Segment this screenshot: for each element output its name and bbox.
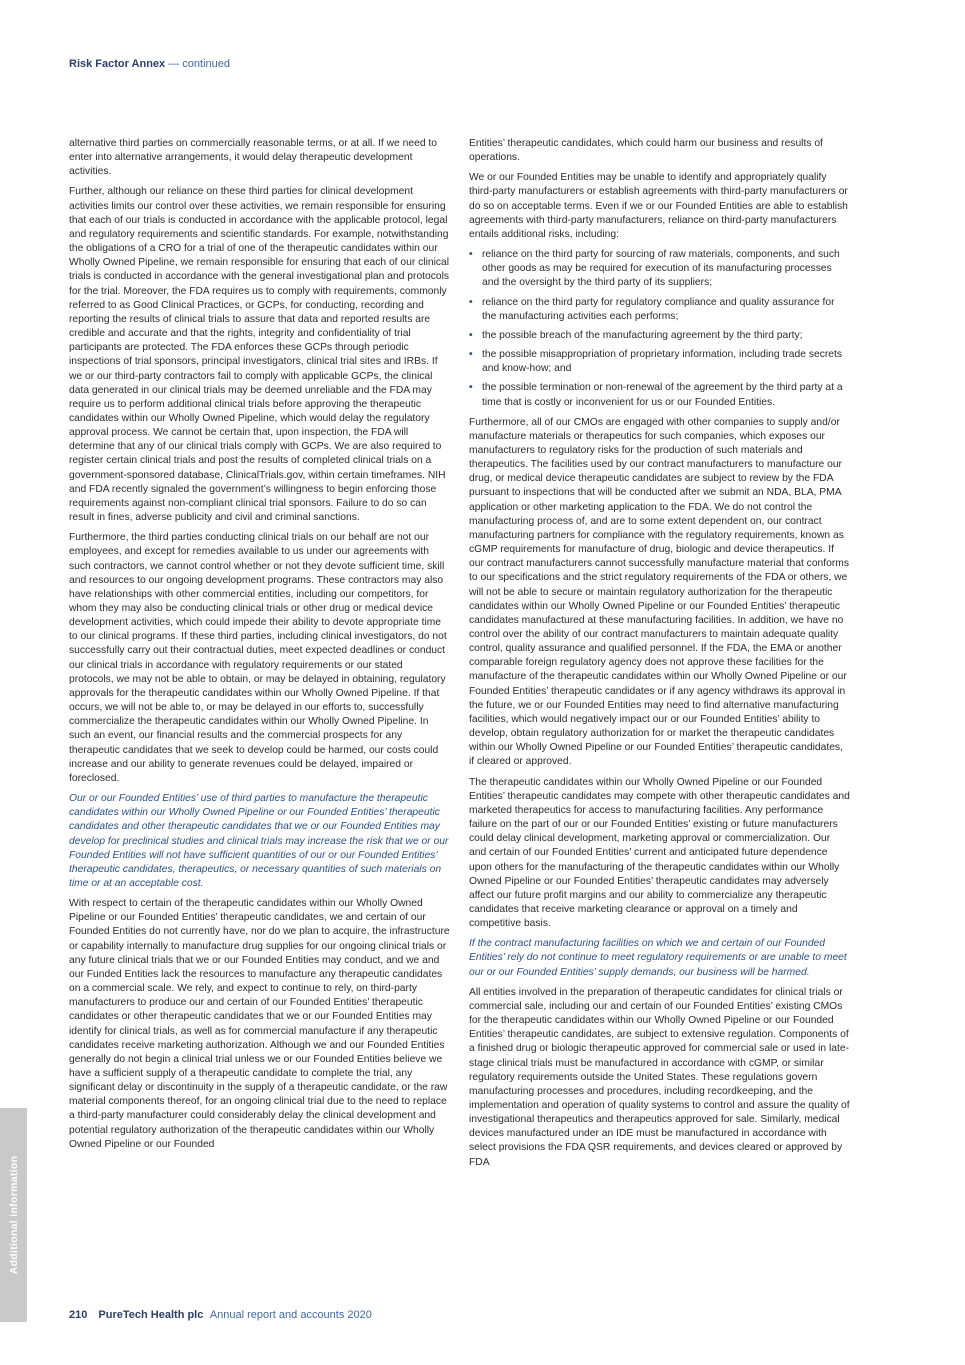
paragraph: We or our Founded Entities may be unable to identify and appropriately qualify third-party manufacturers or establish agreements with third-party manufacturers or do so on acceptable terms. Even if we or our Founded Entities are able to establish agreements with third-party manufacturers, reliance on third-party manufacturers entails additional risks, including: bbox=[469, 172, 848, 240]
paragraph: Further, although our reliance on these third parties for clinical development activities limits our control over these activities, we remain responsible for ensuring that each of our trials is conducted in accordance with the applicable protocol, legal and regulatory requirements and scientific standards. For example, notwithstanding the obligations of a CRO for a trial of one of the therapeutic candidates within our Wholly Owned Pipeline, we remain responsible for ensuring that each of our clinical trials is conducted in accordance with the general investigational plan and protocols for the trial. Moreover, the FDA requires us to comply with requirements, commonly referred to as Good Clinical Practices, or GCPs, for conducting, recording and reporting the results of clinical trials to assure that data and reported results are credible and accurate and that the rights, integrity and confidentiality of trial participants are protected. The FDA enforces these GCPs through periodic inspections of trial sponsors, principal investigators, clinical trial sites and IRBs. If we or our third-party contractors fail to comply with applicable GCPs, the clinical data generated in our clinical trials may be deemed unreliable and the FDA may require us to perform additional clinical trials before approving the therapeutic candidates within our Wholly Owned Pipeline, which would delay the regulatory approval process. We cannot be certain that, upon inspection, the FDA will determine that any of our clinical trials comply with GCPs. We are also required to register certain clinical trials and post the results of completed clinical trials on a government-sponsored database, ClinicalTrials.gov, within certain timeframes. NIH and FDA recently signaled the government’s willingness to begin enforcing those requirements against non-compliant clinical trial sponsors. Failure to do so can result in fines, adverse publicity and civil and criminal sanctions. bbox=[69, 186, 450, 524]
paragraph: alternative third parties on commercially reasonable terms, or at all. If we need to enter into alternative arrangements, it would delay therapeutic development activities. bbox=[69, 138, 437, 178]
bullet-icon: • bbox=[469, 329, 473, 341]
list-item bbox=[469, 296, 850, 324]
page-footer bbox=[69, 1309, 372, 1321]
list-item-text: reliance on the third party for regulatory compliance and quality assurance for the manufacturing activities each performs; bbox=[482, 296, 835, 322]
paragraph: Furthermore, all of our CMOs are engaged with other companies to supply and/or manufacture materials or therapeutics for such companies, which exposes our manufacturers to regulatory risks for the production of such materials and therapeutics. The facilities used by our contract manufacturers to manufacture our drug, or medical device therapeutic candidates are subject to review by the FDA pursuant to inspections that will be conducted after we submit an NDA, BLA, PMA application or other marketing application to the FDA. We do not control the manufacturing process of, and are to some extent dependent on, our contract manufacturing partners for compliance with the regulatory requirements, known as cGMP requirements for manufacture of drug, biologic and device therapeutics. If our contract manufacturers cannot successfully manufacture material that conforms to our specifications and the strict regulatory requirements of the FDA or others, we will not be able to secure or maintain regulatory authorization for the therapeutic candidates within our Wholly Owned Pipeline or our Founded Entities’ therapeutic candidates manufactured at these manufacturing facilities. In addition, we have no control over the ability of our contract manufacturers to maintain adequate quality control, quality assurance and qualified personnel. If the FDA, the EMA or another comparable foreign regulatory agency does not approve these facilities for the manufacture of the therapeutic candidates within our Wholly Owned Pipeline or our Founded Entities’ therapeutic candidates or if any agency withdraws its approval in the future, we or our Founded Entities may need to find alternative manufacturing facilities, which would negatively impact our or our Founded Entities’ ability to develop, obtain regulatory authorization for or market the therapeutic candidates within our Wholly Owned Pipeline or our Founded Entities’ therapeutic candidates, if cleared or approved. bbox=[469, 416, 850, 768]
risk-heading: Our or our Founded Entities’ use of third parties to manufacture the therapeutic candidates within our Wholly Owned Pipeline or our Founded Entities’ therapeutic candidates and other therapeutic candidates that we or our Founded Entities may develop for preclinical studies and clinical trials may increase the risk that we or our Founded Entities will not have sufficient quantities of our or our Founded Entities’ therapeutic candidates, therapeutics, or necessary quantities of such materials on time or at an acceptable cost. bbox=[69, 793, 449, 889]
list-item-text: the possible misappropriation of proprietary information, including trade secrets and know-how; and bbox=[482, 349, 843, 375]
bullet-icon: • bbox=[469, 249, 473, 261]
bullet-icon: • bbox=[469, 382, 473, 394]
section-continued: — continued bbox=[168, 58, 231, 70]
bullet-icon: • bbox=[469, 296, 473, 308]
running-header bbox=[69, 58, 230, 70]
list-item-text: the possible breach of the manufacturing agreement by the third party; bbox=[482, 329, 803, 341]
risk-bullet-list bbox=[469, 248, 850, 410]
paragraph: All entities involved in the preparation of therapeutic candidates for clinical trials or commercial sale, including our and certain of our Founded Entities’ existing CMOs for the therapeutic candidates within our Wholly Owned Pipeline or our Founded Entities’ therapeutic candidates, are subject to extensive regulation. Components of a finished drug or biologic therapeutic approved for commercial sale or used in late-stage clinical trials must be manufactured in accordance with cGMP, or similar regulatory requirements outside the United States. These regulations govern manufacturing processes and procedures, including recordkeeping, and the implementation and operation of quality systems to control and assure the quality of investigational therapeutics and therapeutics approved for sale. Similarly, medical devices manufactured under an IDE must be manufactured in accordance with select provisions the FDA QSR requirements, and devices cleared or approved by FDA bbox=[469, 986, 850, 1168]
list-item bbox=[469, 329, 850, 343]
right-column bbox=[469, 137, 850, 1176]
risk-heading: If the contract manufacturing facilities on which we and certain of our Founded Entities’ rely do not continue to meet regulatory requirements or are unable to meet our or our Founded Entities’ supply demands, our business will be harmed. bbox=[469, 938, 847, 978]
list-item-text: reliance on the third party for sourcing of raw materials, components, and such other goods as may be required for execution of its manufacturing processes and the oversight by the third party of its suppliers; bbox=[482, 249, 840, 289]
paragraph: Furthermore, the third parties conducting clinical trials on our behalf are not our employees, and except for remedies available to us under our agreements with such contractors, we cannot control whether or not they devote sufficient time, skill and resources to our ongoing development programs. These contractors may also have relationships with other commercial entities, including our competitors, for whom they may also be conducting clinical trials or other drug or medical device development activities, which could impede their ability to devote appropriate time to our clinical programs. If these third parties, including clinical investigators, do not successfully carry out their contractual duties, meet expected deadlines or conduct our clinical trials in accordance with regulatory requirements or our stated protocols, we may not be able to obtain, or may be delayed in obtaining, regulatory approvals for the therapeutic candidates within our Wholly Owned Pipeline. If that occurs, we will not be able to, or may be delayed in our efforts to, successfully commercialize the therapeutic candidates within our Wholly Owned Pipeline. In such an event, our financial results and the commercial prospects for any therapeutic candidates that we seek to develop could be harmed, our costs could increase and our ability to generate revenues could be delayed, impaired or foreclosed. bbox=[69, 532, 447, 784]
paragraph: Entities’ therapeutic candidates, which could harm our business and results of operations. bbox=[469, 138, 823, 164]
list-item bbox=[469, 348, 850, 376]
page-number: 210 bbox=[69, 1309, 88, 1321]
section-title: Risk Factor Annex bbox=[69, 58, 166, 70]
bullet-icon: • bbox=[469, 349, 473, 361]
left-column bbox=[69, 137, 450, 1158]
section-side-tab[interactable] bbox=[0, 1108, 27, 1322]
company-name: PureTech Health plc bbox=[98, 1309, 204, 1321]
list-item bbox=[469, 381, 850, 409]
side-tab-label: Additional information bbox=[7, 1155, 20, 1275]
list-item-text: the possible termination or non-renewal of the agreement by the third party at a time that is costly or inconvenient for us or our Founded Entities. bbox=[482, 382, 843, 408]
report-title: Annual report and accounts 2020 bbox=[209, 1309, 372, 1321]
paragraph: With respect to certain of the therapeutic candidates within our Wholly Owned Pipeline or our Founded Entities’ therapeutic candidates, we and certain of our Founded Entities do not currently have, nor do we plan to acquire, the infrastructure or capability internally to manufacture drug supplies for our ongoing clinical trials or any future clinical trials that we or our Founded Entities may conduct, and we and our Funded Entities lack the resources to manufacture any therapeutic candidates on a commercial scale. We rely, and expect to continue to rely, on third-party manufacturers to produce our and certain of our Founded Entities’ therapeutic candidates or other therapeutic candidates that we or our Founded Entities may identify for clinical trials, as well as for commercial manufacture if any therapeutic candidates receive marketing authorization. Although we and our Founded Entities generally do not begin a clinical trial unless we or our Founded Entities believe we have a sufficient supply of a therapeutic candidate to complete the trial, any significant delay or discontinuity in the supply of a therapeutic candidate, or the raw material components thereof, for an ongoing clinical trial due to the need to replace a third-party manufacturer could considerably delay the clinical development and potential regulatory authorization of the therapeutic candidates within our Wholly Owned Pipeline or our Founded bbox=[69, 898, 450, 1150]
paragraph: The therapeutic candidates within our Wholly Owned Pipeline or our Founded Entities’ therapeutic candidates may compete with other therapeutic candidates and marketed therapeutics for access to manufacturing facilities. Any performance failure on the part of our or our Founded Entities’ existing or future manufacturers could delay clinical development, marketing approval or commercialization. Our and certain of our Founded Entities’ current and anticipated future dependence upon others for the manufacturing of the therapeutic candidates within our Wholly Owned Pipeline or our Founded Entities’ therapeutic candidates may adversely affect our future profit margins and our ability to commercialize any therapeutic candidates that receive marketing clearance or approval on a timely and competitive basis. bbox=[469, 776, 850, 930]
list-item bbox=[469, 248, 850, 290]
